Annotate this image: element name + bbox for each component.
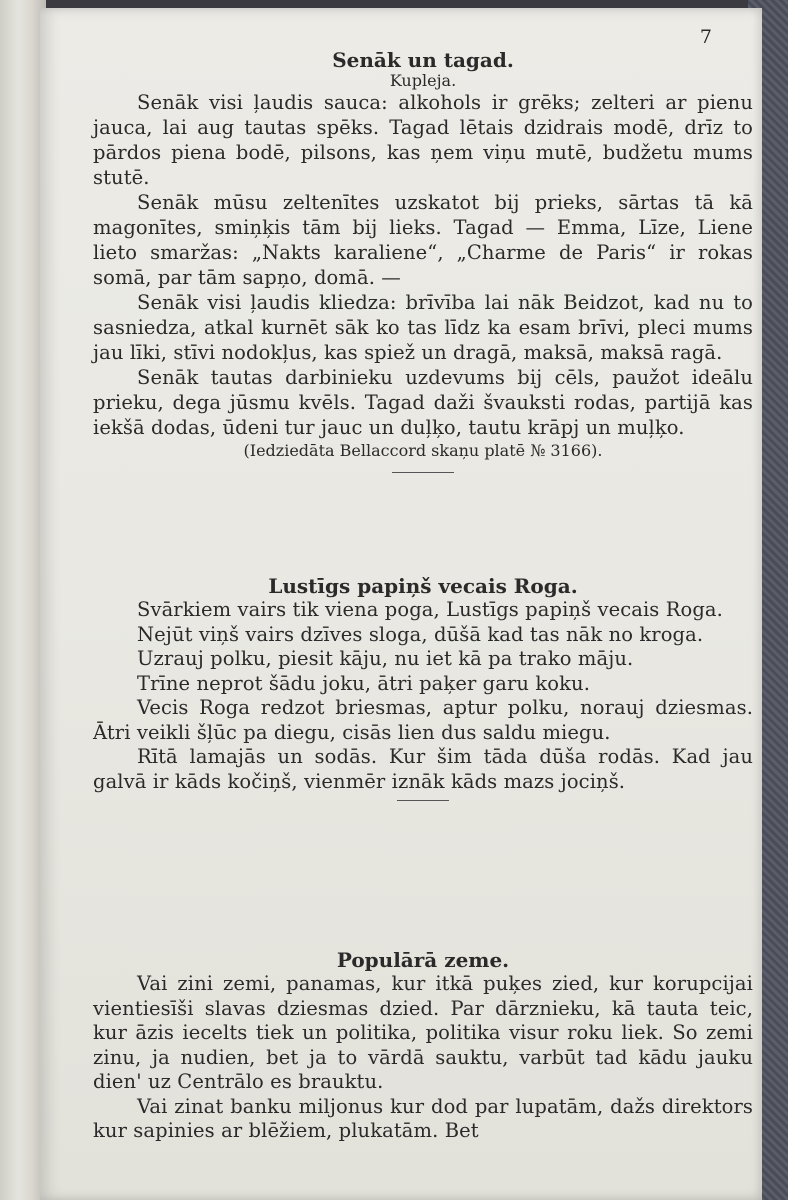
stanza: Uzrauj polku, piesit kāju, nu iet kā pa trako māju. <box>137 647 634 670</box>
stanza: Vecis Roga redzot briesmas, aptur polku, norauj dziesmas. Ātri veikli šļūc pa diegu, cisās lien dus saldu miegu. <box>93 696 753 744</box>
song-title: Senāk un tagad. <box>332 48 514 72</box>
song-lustigs-papins <box>93 574 753 807</box>
book-page <box>40 8 762 1200</box>
song-title: Lustīgs papiņš vecais Roga. <box>268 574 578 598</box>
divider <box>397 800 449 801</box>
song-subtitle: Kupleja. <box>389 71 457 90</box>
recording-note: (Iedziedāta Bellaccord skaņu platē № 3166). <box>243 441 603 460</box>
divider <box>392 472 454 473</box>
stanza: Svārkiem vairs tik viena poga, Lustīgs papiņš vecais Roga. <box>137 598 723 621</box>
stanza: Rītā lamajās un sodās. Kur šim tāda dūša rodās. Kad jau galvā ir kāds kočiņš, vienmēr iznāk kāds mazs jociņš. <box>93 745 753 793</box>
song-populara-zeme <box>93 948 753 1144</box>
stanza: Senāk tautas darbinieku uzdevums bij cēls, paužot ideālu prieku, dega jūsmu kvēls. Tagad daži švauksti rodas, partijā kas iekšā dodas, ūdeni tur jauc un duļķo, tautu krāpj un muļķo. <box>93 366 753 439</box>
song-title: Populārā zeme. <box>336 948 510 972</box>
stanza: Nejūt viņš vairs dzīves sloga, dūšā kad tas nāk no kroga. <box>137 622 704 646</box>
stanza: Senāk mūsu zeltenītes uzskatot bij prieks, sārtas tā kā magonītes, smiņķis tām bij lieks. Tagad — Emma, Līze, Liene lieto smaržas: „Nakts karaliene“, „Charme de Paris“ ir rokas somā, par tām sapņo, domā. — <box>93 191 753 289</box>
stanza: Trīne neprot šādu joku, ātri paķer garu koku. <box>137 671 590 695</box>
stanza: Vai zinat banku miljonus kur dod par lupatām, dažs direktors kur sapinies ar blēžiem, plukatām. Bet <box>93 1094 753 1142</box>
stanza: Senāk visi ļaudis kliedza: brīvība lai nāk Beidzot, kad nu to sasniedza, atkal kurnēt sāk ko tas līdz ka esam brīvi, pleci mums jau līki, stīvi nodokļus, kas spiež un dragā, maksā, maksā ragā. <box>93 291 753 364</box>
stanza: Senāk visi ļaudis sauca: alkohols ir grēks; zelteri ar pienu jauca, lai aug tautas spēks. Tagad lētais dzidrais modē, drīz to pārdos piena bodē, pilsons, kas ņem viņu mutē, budžetu mums stutē. <box>93 91 753 189</box>
song-senak-un-tagad <box>93 48 753 481</box>
stanza: Vai zini zemi, panamas, kur itkā puķes zied, kur korupcijai vientiesīši slavas dziesmas dzied. Par dārznieku, kā tauta teic, kur āzis iecelts tiek un politika, politika visur roku liek. So zemi zinu, ja nudien, bet ja to vārdā sauktu, varbūt tad kādu jauku dien' uz Centrālo es brauktu. <box>93 972 753 1093</box>
page-number: 7 <box>699 26 712 48</box>
